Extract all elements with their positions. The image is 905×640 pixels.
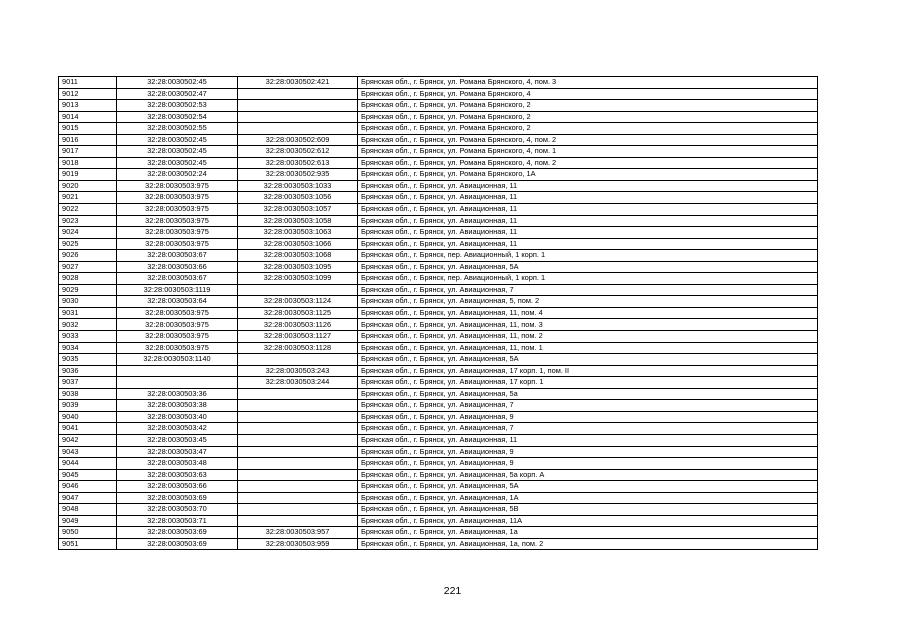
table-row <box>59 169 818 181</box>
address-cell: Брянская обл., г. Брянск, ул. Авиационная, 9 <box>358 458 818 470</box>
land-cadastral-number-cell: 32:28:0030503:47 <box>117 446 238 458</box>
table-row <box>59 100 818 112</box>
object-cadastral-number-cell: 32:28:0030503:1056 <box>238 192 358 204</box>
address-cell: Брянская обл., г. Брянск, ул. Авиационная, 17 корп. 1 <box>358 377 818 389</box>
row-number-cell: 9041 <box>59 423 117 435</box>
address-cell: Брянская обл., г. Брянск, ул. Романа Брянского, 4, пом. 2 <box>358 157 818 169</box>
object-cadastral-number-cell: 32:28:0030502:612 <box>238 146 358 158</box>
object-cadastral-number-cell: 32:28:0030502:613 <box>238 157 358 169</box>
object-cadastral-number-cell <box>238 100 358 112</box>
row-number-cell: 9030 <box>59 296 117 308</box>
land-cadastral-number-cell: 32:28:0030503:1119 <box>117 284 238 296</box>
address-cell: Брянская обл., г. Брянск, ул. Романа Брянского, 4 <box>358 88 818 100</box>
table-row <box>59 134 818 146</box>
object-cadastral-number-cell: 32:28:0030503:1066 <box>238 238 358 250</box>
row-number-cell: 9043 <box>59 446 117 458</box>
row-number-cell: 9049 <box>59 515 117 527</box>
row-number-cell: 9025 <box>59 238 117 250</box>
land-cadastral-number-cell: 32:28:0030503:69 <box>117 527 238 539</box>
table-row <box>59 307 818 319</box>
object-cadastral-number-cell <box>238 111 358 123</box>
land-cadastral-number-cell: 32:28:0030503:975 <box>117 307 238 319</box>
object-cadastral-number-cell: 32:28:0030503:1068 <box>238 250 358 262</box>
object-cadastral-number-cell: 32:28:0030503:1033 <box>238 180 358 192</box>
land-cadastral-number-cell: 32:28:0030502:45 <box>117 134 238 146</box>
row-number-cell: 9038 <box>59 388 117 400</box>
land-cadastral-number-cell: 32:28:0030503:975 <box>117 331 238 343</box>
address-cell: Брянская обл., г. Брянск, ул. Романа Брянского, 4, пом. 1 <box>358 146 818 158</box>
land-cadastral-number-cell: 32:28:0030503:67 <box>117 273 238 285</box>
land-cadastral-number-cell: 32:28:0030502:53 <box>117 100 238 112</box>
table-row <box>59 458 818 470</box>
row-number-cell: 9044 <box>59 458 117 470</box>
address-cell: Брянская обл., г. Брянск, ул. Авиационная, 5, пом. 2 <box>358 296 818 308</box>
table-row <box>59 481 818 493</box>
table-row <box>59 238 818 250</box>
address-cell: Брянская обл., г. Брянск, ул. Романа Брянского, 2 <box>358 123 818 135</box>
object-cadastral-number-cell <box>238 481 358 493</box>
address-cell: Брянская обл., г. Брянск, ул. Авиационная, 11А <box>358 515 818 527</box>
address-cell: Брянская обл., г. Брянск, ул. Авиационная, 1а <box>358 527 818 539</box>
row-number-cell: 9026 <box>59 250 117 262</box>
address-cell: Брянская обл., г. Брянск, ул. Авиационная, 11, пом. 3 <box>358 319 818 331</box>
row-number-cell: 9036 <box>59 365 117 377</box>
page-number: 221 <box>443 585 462 597</box>
address-cell: Брянская обл., г. Брянск, ул. Авиационная, 7 <box>358 284 818 296</box>
land-cadastral-number-cell: 32:28:0030503:975 <box>117 238 238 250</box>
address-cell: Брянская обл., г. Брянск, ул. Авиационная, 11 <box>358 434 818 446</box>
land-cadastral-number-cell: 32:28:0030502:55 <box>117 123 238 135</box>
land-cadastral-number-cell: 32:28:0030503:70 <box>117 504 238 516</box>
address-cell: Брянская обл., г. Брянск, ул. Авиационная, 11 <box>358 238 818 250</box>
land-cadastral-number-cell: 32:28:0030503:66 <box>117 261 238 273</box>
address-cell: Брянская обл., г. Брянск, ул. Романа Брянского, 2 <box>358 100 818 112</box>
land-cadastral-number-cell: 32:28:0030503:975 <box>117 227 238 239</box>
table-row <box>59 515 818 527</box>
address-cell: Брянская обл., г. Брянск, ул. Авиационная, 1а, пом. 2 <box>358 538 818 550</box>
object-cadastral-number-cell <box>238 446 358 458</box>
object-cadastral-number-cell: 32:28:0030502:609 <box>238 134 358 146</box>
address-cell: Брянская обл., г. Брянск, ул. Авиационная, 5А <box>358 481 818 493</box>
table-row <box>59 77 818 89</box>
object-cadastral-number-cell <box>238 88 358 100</box>
address-cell: Брянская обл., г. Брянск, ул. Авиационная, 11, пом. 2 <box>358 331 818 343</box>
row-number-cell: 9048 <box>59 504 117 516</box>
land-cadastral-number-cell: 32:28:0030503:975 <box>117 319 238 331</box>
row-number-cell: 9032 <box>59 319 117 331</box>
row-number-cell: 9024 <box>59 227 117 239</box>
row-number-cell: 9022 <box>59 204 117 216</box>
land-cadastral-number-cell <box>117 365 238 377</box>
row-number-cell: 9050 <box>59 527 117 539</box>
land-cadastral-number-cell: 32:28:0030502:45 <box>117 77 238 89</box>
row-number-cell: 9034 <box>59 342 117 354</box>
registry-table <box>58 76 818 550</box>
table-row <box>59 123 818 135</box>
land-cadastral-number-cell: 32:28:0030503:48 <box>117 458 238 470</box>
object-cadastral-number-cell <box>238 458 358 470</box>
address-cell: Брянская обл., г. Брянск, ул. Авиационная, 11 <box>358 180 818 192</box>
row-number-cell: 9021 <box>59 192 117 204</box>
row-number-cell: 9020 <box>59 180 117 192</box>
address-cell: Брянская обл., г. Брянск, ул. Романа Брянского, 2 <box>358 111 818 123</box>
land-cadastral-number-cell: 32:28:0030503:69 <box>117 538 238 550</box>
object-cadastral-number-cell: 32:28:0030502:935 <box>238 169 358 181</box>
table-row <box>59 261 818 273</box>
row-number-cell: 9045 <box>59 469 117 481</box>
land-cadastral-number-cell <box>117 377 238 389</box>
land-cadastral-number-cell: 32:28:0030503:975 <box>117 204 238 216</box>
object-cadastral-number-cell: 32:28:0030503:1058 <box>238 215 358 227</box>
row-number-cell: 9037 <box>59 377 117 389</box>
address-cell: Брянская обл., г. Брянск, ул. Авиационная, 17 корп. 1, пом. II <box>358 365 818 377</box>
land-cadastral-number-cell: 32:28:0030503:38 <box>117 400 238 412</box>
table-row <box>59 469 818 481</box>
table-row <box>59 192 818 204</box>
object-cadastral-number-cell: 32:28:0030502:421 <box>238 77 358 89</box>
object-cadastral-number-cell: 32:28:0030503:243 <box>238 365 358 377</box>
land-cadastral-number-cell: 32:28:0030503:36 <box>117 388 238 400</box>
land-cadastral-number-cell: 32:28:0030503:45 <box>117 434 238 446</box>
address-cell: Брянская обл., г. Брянск, ул. Авиационная, 9 <box>358 411 818 423</box>
address-cell: Брянская обл., г. Брянск, пер. Авиационный, 1 корп. 1 <box>358 273 818 285</box>
land-cadastral-number-cell: 32:28:0030502:47 <box>117 88 238 100</box>
object-cadastral-number-cell: 32:28:0030503:1128 <box>238 342 358 354</box>
land-cadastral-number-cell: 32:28:0030503:63 <box>117 469 238 481</box>
row-number-cell: 9042 <box>59 434 117 446</box>
address-cell: Брянская обл., г. Брянск, ул. Романа Брянского, 4, пом. 2 <box>358 134 818 146</box>
address-cell: Брянская обл., г. Брянск, ул. Авиационная, 11 <box>358 215 818 227</box>
table-row <box>59 296 818 308</box>
address-cell: Брянская обл., г. Брянск, ул. Авиационная, 5а корп. А <box>358 469 818 481</box>
land-cadastral-number-cell: 32:28:0030503:1140 <box>117 354 238 366</box>
land-cadastral-number-cell: 32:28:0030503:64 <box>117 296 238 308</box>
row-number-cell: 9029 <box>59 284 117 296</box>
object-cadastral-number-cell <box>238 504 358 516</box>
object-cadastral-number-cell: 32:28:0030503:1127 <box>238 331 358 343</box>
object-cadastral-number-cell: 32:28:0030503:959 <box>238 538 358 550</box>
registry-table-body <box>59 77 818 550</box>
address-cell: Брянская обл., г. Брянск, ул. Авиационная, 5В <box>358 504 818 516</box>
row-number-cell: 9018 <box>59 157 117 169</box>
land-cadastral-number-cell: 32:28:0030502:45 <box>117 146 238 158</box>
object-cadastral-number-cell: 32:28:0030503:1063 <box>238 227 358 239</box>
land-cadastral-number-cell: 32:28:0030502:24 <box>117 169 238 181</box>
land-cadastral-number-cell: 32:28:0030503:71 <box>117 515 238 527</box>
table-row <box>59 273 818 285</box>
table-row <box>59 538 818 550</box>
table-row <box>59 180 818 192</box>
table-row <box>59 157 818 169</box>
address-cell: Брянская обл., г. Брянск, ул. Авиационная, 9 <box>358 446 818 458</box>
row-number-cell: 9031 <box>59 307 117 319</box>
land-cadastral-number-cell: 32:28:0030502:54 <box>117 111 238 123</box>
address-cell: Брянская обл., г. Брянск, пер. Авиационный, 1 корп. 1 <box>358 250 818 262</box>
table-row <box>59 411 818 423</box>
address-cell: Брянская обл., г. Брянск, ул. Авиационная, 1А <box>358 492 818 504</box>
table-row <box>59 342 818 354</box>
object-cadastral-number-cell <box>238 515 358 527</box>
table-row <box>59 250 818 262</box>
object-cadastral-number-cell <box>238 354 358 366</box>
table-row <box>59 492 818 504</box>
row-number-cell: 9047 <box>59 492 117 504</box>
table-row <box>59 400 818 412</box>
object-cadastral-number-cell <box>238 123 358 135</box>
row-number-cell: 9015 <box>59 123 117 135</box>
object-cadastral-number-cell: 32:28:0030503:1095 <box>238 261 358 273</box>
object-cadastral-number-cell: 32:28:0030503:244 <box>238 377 358 389</box>
row-number-cell: 9051 <box>59 538 117 550</box>
address-cell: Брянская обл., г. Брянск, ул. Авиационная, 11, пом. 1 <box>358 342 818 354</box>
land-cadastral-number-cell: 32:28:0030503:69 <box>117 492 238 504</box>
address-cell: Брянская обл., г. Брянск, ул. Авиационная, 5А <box>358 261 818 273</box>
object-cadastral-number-cell <box>238 434 358 446</box>
land-cadastral-number-cell: 32:28:0030503:66 <box>117 481 238 493</box>
object-cadastral-number-cell <box>238 388 358 400</box>
table-row <box>59 146 818 158</box>
land-cadastral-number-cell: 32:28:0030503:975 <box>117 180 238 192</box>
row-number-cell: 9013 <box>59 100 117 112</box>
table-row <box>59 227 818 239</box>
object-cadastral-number-cell <box>238 469 358 481</box>
table-row <box>59 111 818 123</box>
row-number-cell: 9019 <box>59 169 117 181</box>
table-row <box>59 204 818 216</box>
object-cadastral-number-cell: 32:28:0030503:1099 <box>238 273 358 285</box>
row-number-cell: 9028 <box>59 273 117 285</box>
object-cadastral-number-cell <box>238 284 358 296</box>
row-number-cell: 9040 <box>59 411 117 423</box>
land-cadastral-number-cell: 32:28:0030503:67 <box>117 250 238 262</box>
land-cadastral-number-cell: 32:28:0030503:975 <box>117 215 238 227</box>
object-cadastral-number-cell: 32:28:0030503:1125 <box>238 307 358 319</box>
land-cadastral-number-cell: 32:28:0030503:975 <box>117 192 238 204</box>
table-row <box>59 354 818 366</box>
object-cadastral-number-cell <box>238 411 358 423</box>
address-cell: Брянская обл., г. Брянск, ул. Авиационная, 7 <box>358 400 818 412</box>
land-cadastral-number-cell: 32:28:0030503:40 <box>117 411 238 423</box>
address-cell: Брянская обл., г. Брянск, ул. Авиационная, 11 <box>358 204 818 216</box>
row-number-cell: 9023 <box>59 215 117 227</box>
row-number-cell: 9027 <box>59 261 117 273</box>
row-number-cell: 9014 <box>59 111 117 123</box>
table-row <box>59 215 818 227</box>
row-number-cell: 9017 <box>59 146 117 158</box>
address-cell: Брянская обл., г. Брянск, ул. Романа Брянского, 1А <box>358 169 818 181</box>
object-cadastral-number-cell <box>238 423 358 435</box>
address-cell: Брянская обл., г. Брянск, ул. Авиационная, 11, пом. 4 <box>358 307 818 319</box>
row-number-cell: 9012 <box>59 88 117 100</box>
object-cadastral-number-cell <box>238 492 358 504</box>
table-row <box>59 388 818 400</box>
address-cell: Брянская обл., г. Брянск, ул. Авиационная, 5А <box>358 354 818 366</box>
table-row <box>59 423 818 435</box>
row-number-cell: 9033 <box>59 331 117 343</box>
address-cell: Брянская обл., г. Брянск, ул. Романа Брянского, 4, пом. 3 <box>358 77 818 89</box>
table-row <box>59 527 818 539</box>
object-cadastral-number-cell: 32:28:0030503:1124 <box>238 296 358 308</box>
row-number-cell: 9011 <box>59 77 117 89</box>
land-cadastral-number-cell: 32:28:0030502:45 <box>117 157 238 169</box>
table-row <box>59 284 818 296</box>
land-cadastral-number-cell: 32:28:0030503:42 <box>117 423 238 435</box>
table-row <box>59 365 818 377</box>
address-cell: Брянская обл., г. Брянск, ул. Авиационная, 7 <box>358 423 818 435</box>
object-cadastral-number-cell: 32:28:0030503:1126 <box>238 319 358 331</box>
table-row <box>59 88 818 100</box>
object-cadastral-number-cell <box>238 400 358 412</box>
table-row <box>59 331 818 343</box>
table-row <box>59 377 818 389</box>
address-cell: Брянская обл., г. Брянск, ул. Авиационная, 5а <box>358 388 818 400</box>
address-cell: Брянская обл., г. Брянск, ул. Авиационная, 11 <box>358 192 818 204</box>
row-number-cell: 9039 <box>59 400 117 412</box>
object-cadastral-number-cell: 32:28:0030503:957 <box>238 527 358 539</box>
row-number-cell: 9046 <box>59 481 117 493</box>
table-row <box>59 504 818 516</box>
table-row <box>59 434 818 446</box>
object-cadastral-number-cell: 32:28:0030503:1057 <box>238 204 358 216</box>
table-row <box>59 319 818 331</box>
table-row <box>59 446 818 458</box>
address-cell: Брянская обл., г. Брянск, ул. Авиационная, 11 <box>358 227 818 239</box>
row-number-cell: 9035 <box>59 354 117 366</box>
land-cadastral-number-cell: 32:28:0030503:975 <box>117 342 238 354</box>
row-number-cell: 9016 <box>59 134 117 146</box>
